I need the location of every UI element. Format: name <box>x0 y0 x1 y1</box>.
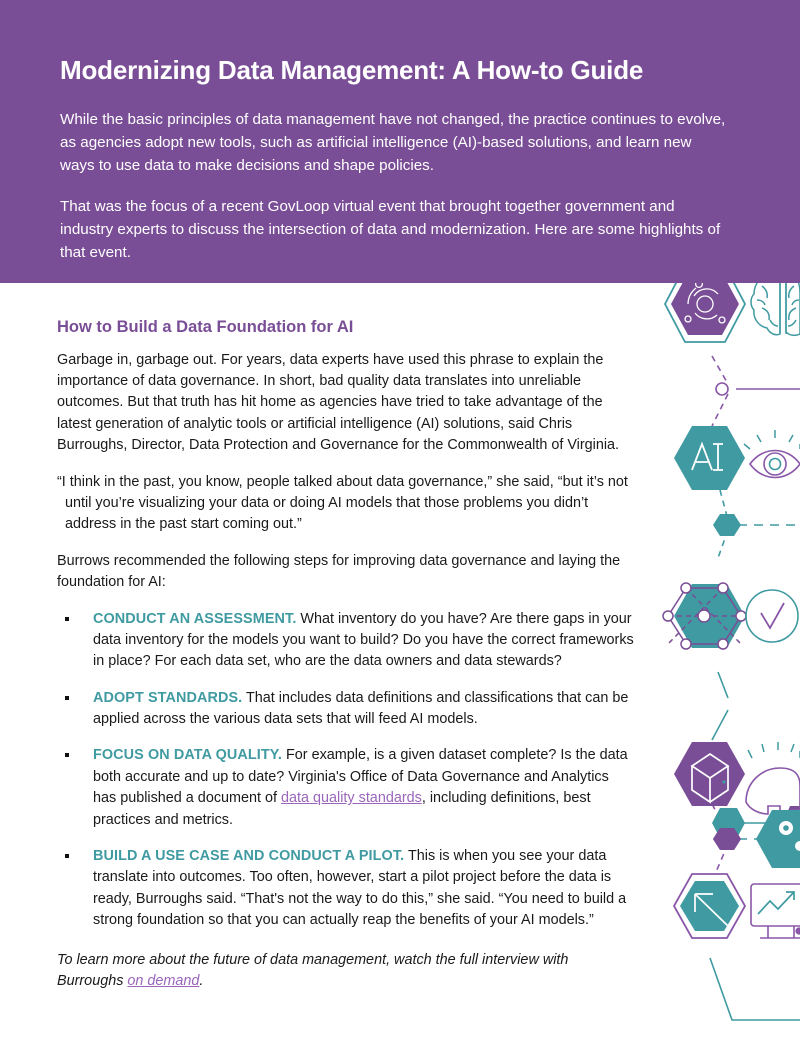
list-item <box>57 609 635 673</box>
on-demand-link[interactable]: on demand <box>127 973 200 989</box>
content-column <box>57 317 635 992</box>
closing-text-before: To learn more about the future of data management, watch the full interview with Burroughs <box>57 951 569 989</box>
bullet-marker-icon <box>65 696 69 700</box>
bullet-lead-label: FOCUS ON DATA QUALITY. <box>93 747 283 764</box>
document-header <box>0 0 800 283</box>
bullet-body-text: What inventory do you have? Are there gaps in your data inventory for the models you want to build? Do you have the correct frameworks in place? For each data set, who are the data owners and data stewards? <box>93 610 634 670</box>
closing-paragraph <box>57 950 635 993</box>
bullet-marker-icon <box>65 854 69 858</box>
section-heading: How to Build a Data Foundation for AI <box>57 318 354 336</box>
header-paragraph-1: While the basic principles of data management have not changed, the practice continues to evolve, as agencies adopt new tools, such as artificial intelligence (AI)-based solutions, and learn new ways to use data to make decisions and shape policies. <box>60 110 726 175</box>
bullet-marker-icon <box>65 617 69 621</box>
list-item <box>57 688 635 731</box>
bullet-marker-icon <box>65 753 69 757</box>
list-item <box>57 745 635 831</box>
recommendation-list <box>57 609 635 932</box>
page-title: Modernizing Data Management: A How-to Guide <box>60 55 644 85</box>
quote-paragraph: “I think in the past, you know, people talked about data governance,” she said, “but it’s not until you’re visualizing your data or doing AI models that those problems you didn’t address in the past start coming out.” <box>57 473 628 533</box>
intro-paragraph: Garbage in, garbage out. For years, data experts have used this phrase to explain the importance of data governance. In short, bad quality data translates into unreliable outcomes. But that truth has hit home as agencies have tried to take advantage of the latest generation of analytic tools or artificial intelligence (AI) solutions, said Chris Burroughs, Director, Data Protection and Governance for the Commonwealth of Virginia. <box>57 351 620 454</box>
bullet-body-text: This is when you see your data translate into outcomes. Too often, however, start a pilot project before the data is ready, Burroughs said. “That's not the way to do this,” she said. “You need to build a strong foundation so that you can actually reap the benefits of your AI models.” <box>93 848 627 929</box>
header-paragraph-2: That was the focus of a recent GovLoop virtual event that brought together government and industry experts to discuss the intersection of data and modernization. Here are some highlights of that event. <box>60 198 721 262</box>
bullet-body-text-after: , including definitions, best practices and metrics. <box>93 790 591 828</box>
bullet-body-text: That includes data definitions and classifications that can be applied across the various data sets that will feed AI models. <box>93 689 629 728</box>
bullet-body-text: For example, is a given dataset complete? Is the data both accurate and up to date? Virginia's Office of Data Governance and Analytics has published a document of <box>93 747 628 807</box>
closing-text-after: . <box>199 973 204 989</box>
article-body <box>0 283 800 992</box>
bullet-lead-label: BUILD A USE CASE AND CONDUCT A PILOT. <box>93 848 405 865</box>
list-item <box>57 846 635 932</box>
bullet-lead-label: CONDUCT AN ASSESSMENT. <box>93 610 297 627</box>
lead-in-paragraph: Burrows recommended the following steps for improving data governance and laying the foundation for AI: <box>57 552 621 591</box>
data-quality-standards-link[interactable]: data quality standards <box>281 790 422 807</box>
bullet-lead-label: ADOPT STANDARDS. <box>93 689 243 706</box>
